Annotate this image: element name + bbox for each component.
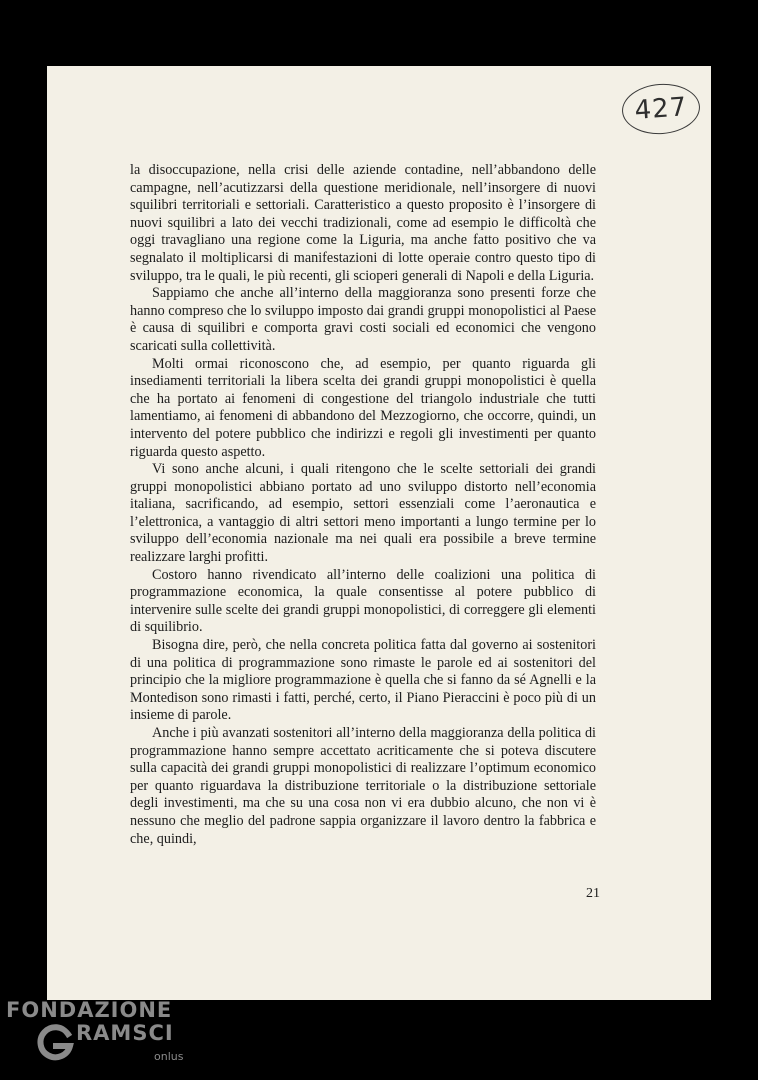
logo-subtitle: onlus — [154, 1050, 184, 1063]
stamp-number: 427 — [633, 92, 689, 126]
paragraph-1: la disoccupazione, nella crisi delle aziende contadine, nell’abbandono delle campagne, nell’acutizzarsi della questione meridionale, nell’insorgere di nuovi squilibri territoriali e settoriali. Caratteristico a questo proposito è l’insorgere di nuovi squilibri a lato dei vecchi tradizionali, come ad esempio le difficoltà che oggi travagliano una regione come la Liguria, ma anche fatto positivo che va segnalato il moltiplicarsi di manifestazioni di lotte operaie contro questo tipo di sviluppo, tra le quali, le più recenti, gli scioperi generali di Napoli e della Liguria. — [130, 162, 596, 284]
logo-text-line1: FONDAZIONE — [6, 998, 173, 1022]
logo-text-line2: RAMSCI — [76, 1021, 174, 1045]
fondazione-gramsci-logo — [6, 998, 206, 1078]
paragraph-5: Costoro hanno rivendicato all’interno delle coalizioni una politica di programmazione economica, la quale consentisse al potere pubblico di intervenire sulle scelte dei grandi gruppi monopolistici, di correggere gli elementi di squilibrio. — [130, 566, 596, 636]
logo-g-icon — [34, 1022, 76, 1064]
paragraph-7: Anche i più avanzati sostenitori all’interno della maggioranza della politica di programmazione hanno sempre accettato acriticamente che si poteva discutere sulla capacità dei grandi gruppi monopolistici di realizzare l’optimum economico per quanto riguardava la distribuzione territoriale o la distribuzione settoriale degli investimenti, ma che su una cosa non vi era dubbio alcuno, che non vi è nessuno che meglio del padrone sappia organizzare il lavoro dentro la fabbrica e che, quindi, — [130, 725, 596, 847]
body-text — [130, 162, 596, 848]
paragraph-2: Sappiamo che anche all’interno della maggioranza sono presenti forze che hanno compreso che lo sviluppo imposto dai grandi gruppi monopolistici al Paese è causa di squilibri e comporta gravi costi sociali ed economici che vengono scaricati sulla collettività. — [130, 285, 596, 354]
archive-stamp — [620, 81, 701, 136]
page-number: 21 — [586, 886, 600, 901]
paragraph-3: Molti ormai riconoscono che, ad esempio, per quanto riguarda gli insediamenti territoriali la libera scelta dei grandi gruppi monopolistici è quella che ha portato ai fenomeni di congestione del triangolo industriale che tutti lamentiamo, ai fenomeni di abbandono del Mezzogiorno, che occorre, quindi, un intervento del potere pubblico che indirizzi e regoli gli investimenti per quanto riguarda questo aspetto. — [130, 355, 596, 460]
document-page — [47, 66, 711, 1000]
paragraph-6: Bisogna dire, però, che nella concreta politica fatta dal governo ai sostenitori di una politica di programmazione sono rimaste le parole ed ai sostenitori del principio che la migliore programmazione è quella che si fanno da sé Agnelli e la Montedison sono rimasti i fatti, perché, certo, il Piano Pieraccini è poco più di un insieme di parole. — [130, 637, 596, 724]
paragraph-4: Vi sono anche alcuni, i quali ritengono che le scelte settoriali dei grandi gruppi monopolistici abbiano portato ad uno sviluppo distorto nell’economia italiana, sacrificando, ad esempio, settori essenziali come l’aeronautica e l’elettronica, a vantaggio di altri settori meno importanti a lungo termine per lo sviluppo dell’economia nazionale ma nei quali era possibile a breve termine realizzare larghi profitti. — [130, 461, 596, 566]
